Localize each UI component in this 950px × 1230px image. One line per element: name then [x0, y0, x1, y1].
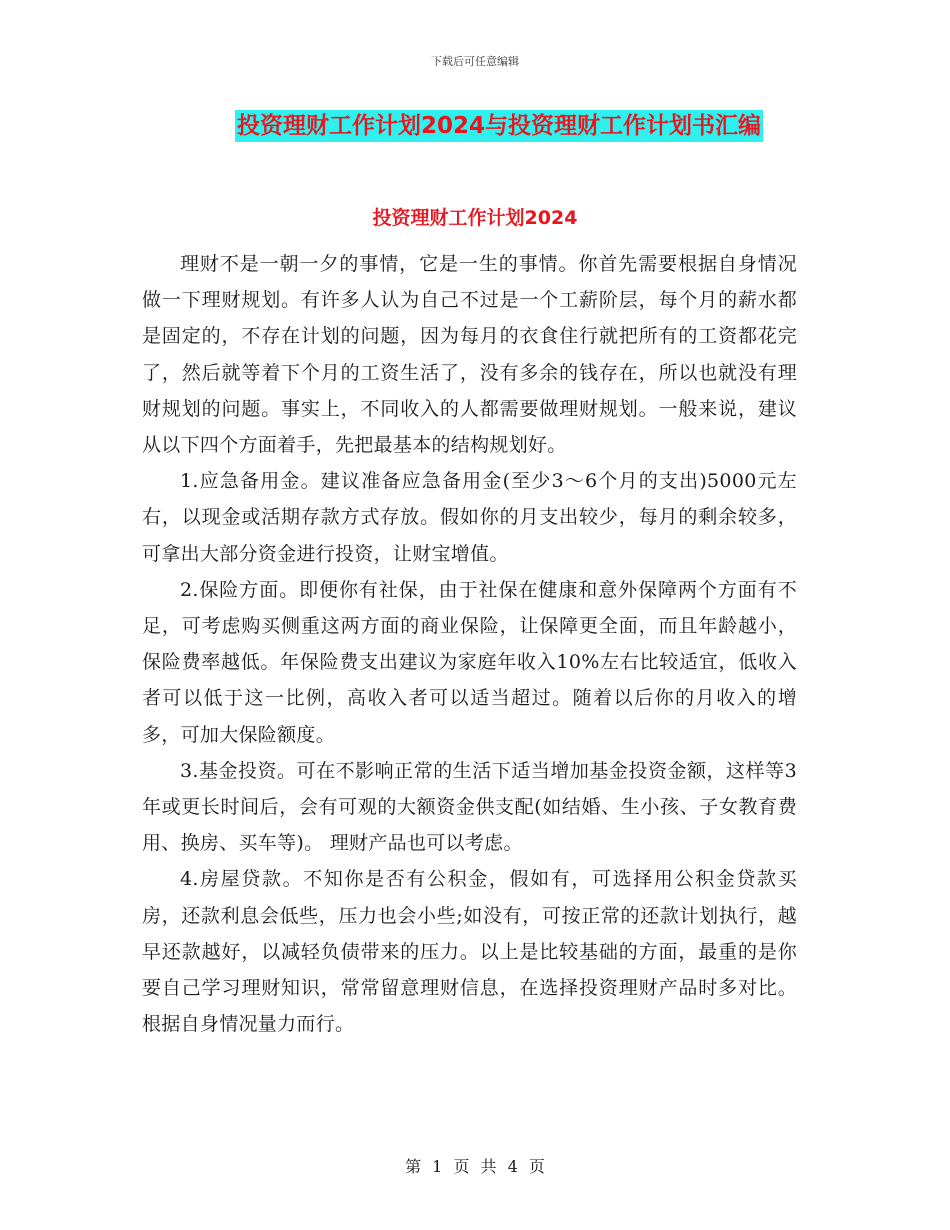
- document-body: [142, 246, 797, 1042]
- page-footer: 第 1 页 共 4 页: [405, 1157, 545, 1176]
- header-note: 下载后可任意编辑: [431, 55, 519, 68]
- section-title: 投资理财工作计划2024: [372, 207, 578, 229]
- paragraph-emergency-fund: 1.应急备用金。建议准备应急备用金(至少3～6个月的支出)5000元左右，以现金或活期存款方式存放。假如你的月支出较少，每月的剩余较多，可拿出大部分资金进行投资，让财宝增值。: [142, 470, 797, 565]
- paragraph-housing-loan: 4.房屋贷款。不知你是否有公积金，假如有，可选择用公积金贷款买房，还款利息会低些，压力也会小些;如没有，可按正常的还款计划执行，越早还款越好，以减轻负债带来的压力。以上是比较基础的方面，最重的是你要自己学习理财知识，常常留意理财信息，在选择投资理财产品时多对比。根据自身情况量力而行。: [142, 868, 797, 1036]
- main-title-container: [0, 110, 950, 142]
- paragraph-fund-investment: 3.基金投资。可在不影响正常的生活下适当增加基金投资金额，这样等3年或更长时间后，会有可观的大额资金供支配(如结婚、生小孩、子女教育费用、换房、买车等)。 理财产品也可以考虑。: [142, 759, 797, 855]
- paragraph-intro: 理财不是一朝一夕的事情，它是一生的事情。你首先需要根据自身情况做一下理财规划。有许多人认为自己不过是一个工薪阶层，每个月的薪水都是固定的，不存在计划的问题，因为每月的衣食住行就把所有的工资都花完了，然后就等着下个月的工资生活了，没有多余的钱存在，所以也就没有理财规划的问题。事实上，不同收入的人都需要做理财规划。一般来说，建议从以下四个方面着手，先把最基本的结构规划好。: [142, 253, 797, 457]
- main-title: 投资理财工作计划2024与投资理财工作计划书汇编: [235, 110, 763, 142]
- paragraph-insurance: 2.保险方面。即便你有社保，由于社保在健康和意外保障两个方面有不足，可考虑购买侧重这两方面的商业保险，让保障更全面，而且年龄越小，保险费率越低。年保险费支出建议为家庭年收入10%左右比较适宜，低收入者可以低于这一比例，高收入者可以适当超过。随着以后你的月收入的增多，可加大保险额度。: [142, 578, 797, 746]
